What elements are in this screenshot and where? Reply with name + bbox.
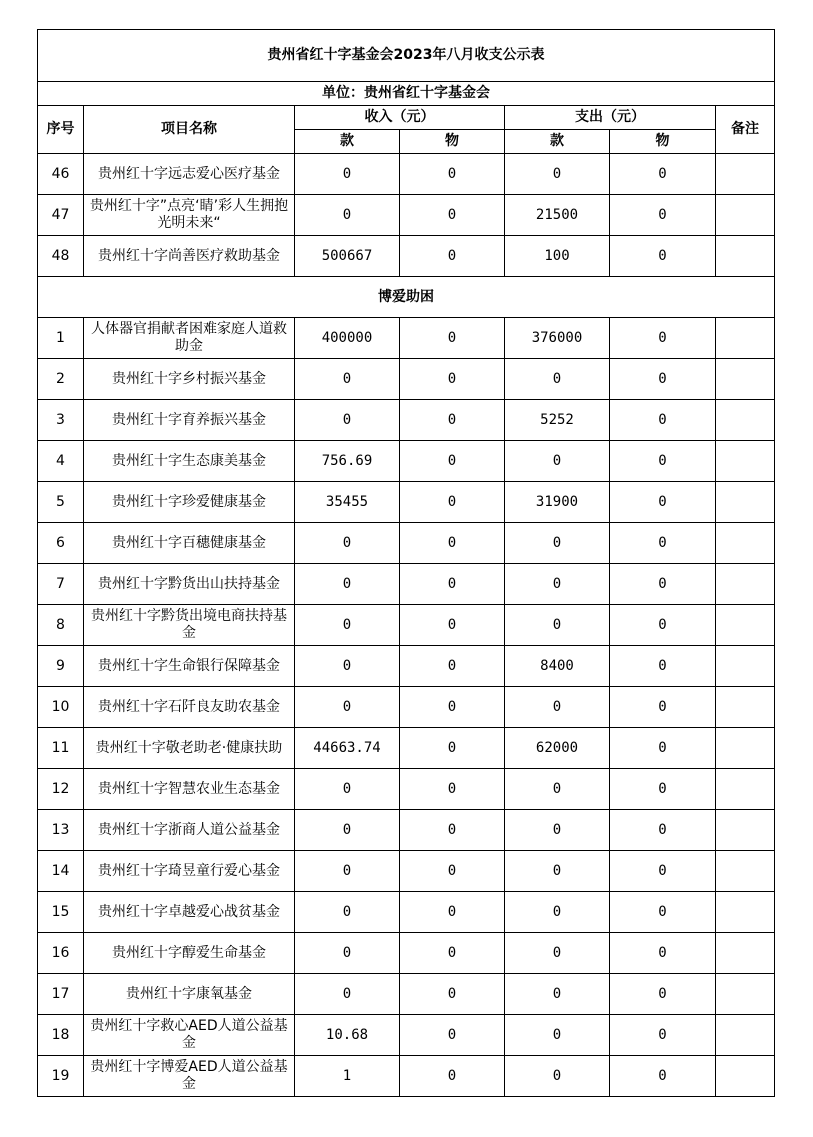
row-income-cash: 0	[295, 523, 400, 564]
row-note	[716, 892, 775, 933]
row-name: 贵州红十字浙商人道公益基金	[84, 810, 295, 851]
header-note: 备注	[716, 106, 775, 154]
table-row	[38, 400, 775, 441]
row-expense-goods: 0	[610, 810, 716, 851]
row-income-goods: 0	[400, 154, 505, 195]
table-row	[38, 441, 775, 482]
row-seq: 17	[38, 974, 84, 1015]
row-seq: 10	[38, 687, 84, 728]
row-income-goods: 0	[400, 646, 505, 687]
row-expense-goods: 0	[610, 892, 716, 933]
row-name: 贵州红十字生命银行保障基金	[84, 646, 295, 687]
row-expense-cash: 0	[505, 1056, 610, 1097]
table-row	[38, 523, 775, 564]
row-note	[716, 441, 775, 482]
row-expense-goods: 0	[610, 564, 716, 605]
row-note	[716, 769, 775, 810]
row-expense-cash: 376000	[505, 318, 610, 359]
row-expense-cash: 0	[505, 769, 610, 810]
row-note	[716, 154, 775, 195]
row-note	[716, 359, 775, 400]
row-name: 贵州红十字远志爱心医疗基金	[84, 154, 295, 195]
row-income-goods: 0	[400, 1056, 505, 1097]
row-seq: 13	[38, 810, 84, 851]
table-row	[38, 646, 775, 687]
row-seq: 14	[38, 851, 84, 892]
header-income: 收入（元）	[295, 106, 505, 130]
row-seq: 15	[38, 892, 84, 933]
header-seq: 序号	[38, 106, 84, 154]
header-income-goods: 物	[400, 130, 505, 154]
row-income-cash: 0	[295, 851, 400, 892]
row-expense-goods: 0	[610, 646, 716, 687]
row-name: 贵州红十字生态康美基金	[84, 441, 295, 482]
row-income-goods: 0	[400, 810, 505, 851]
row-note	[716, 195, 775, 236]
row-expense-cash: 0	[505, 1015, 610, 1056]
table-row	[38, 564, 775, 605]
row-income-cash: 0	[295, 769, 400, 810]
header-expense-cash: 款	[505, 130, 610, 154]
header-income-cash: 款	[295, 130, 400, 154]
row-note	[716, 1056, 775, 1097]
row-expense-cash: 8400	[505, 646, 610, 687]
row-note	[716, 810, 775, 851]
table-row	[38, 482, 775, 523]
row-expense-cash: 0	[505, 851, 610, 892]
row-expense-goods: 0	[610, 1056, 716, 1097]
row-expense-goods: 0	[610, 933, 716, 974]
table-row	[38, 359, 775, 400]
row-name: 贵州红十字醇爱生命基金	[84, 933, 295, 974]
row-income-cash: 0	[295, 400, 400, 441]
row-income-goods: 0	[400, 564, 505, 605]
row-expense-cash: 0	[505, 892, 610, 933]
table-row	[38, 195, 775, 236]
row-expense-goods: 0	[610, 400, 716, 441]
row-income-cash: 0	[295, 359, 400, 400]
row-income-goods: 0	[400, 482, 505, 523]
row-note	[716, 605, 775, 646]
row-income-goods: 0	[400, 769, 505, 810]
table-row	[38, 318, 775, 359]
row-expense-goods: 0	[610, 523, 716, 564]
row-seq: 46	[38, 154, 84, 195]
row-expense-cash: 31900	[505, 482, 610, 523]
row-seq: 5	[38, 482, 84, 523]
row-name: 贵州红十字救心AED人道公益基金	[84, 1015, 295, 1056]
header-expense-goods: 物	[610, 130, 716, 154]
row-name: 贵州红十字黔货出境电商扶持基金	[84, 605, 295, 646]
row-name: 贵州红十字百穗健康基金	[84, 523, 295, 564]
row-expense-goods: 0	[610, 482, 716, 523]
row-expense-cash: 62000	[505, 728, 610, 769]
table-row	[38, 769, 775, 810]
row-income-goods: 0	[400, 318, 505, 359]
row-expense-goods: 0	[610, 236, 716, 277]
row-note	[716, 318, 775, 359]
row-income-goods: 0	[400, 728, 505, 769]
row-income-goods: 0	[400, 359, 505, 400]
row-name: 贵州红十字敬老助老·健康扶助	[84, 728, 295, 769]
row-expense-cash: 0	[505, 154, 610, 195]
table-row	[38, 154, 775, 195]
row-note	[716, 482, 775, 523]
row-expense-cash: 21500	[505, 195, 610, 236]
row-note	[716, 851, 775, 892]
row-income-cash: 0	[295, 974, 400, 1015]
row-seq: 12	[38, 769, 84, 810]
row-expense-goods: 0	[610, 769, 716, 810]
row-expense-goods: 0	[610, 851, 716, 892]
unit-label: 单位：贵州省红十字基金会	[38, 82, 775, 106]
row-expense-cash: 0	[505, 933, 610, 974]
row-name: 贵州红十字”点亮‘睛’彩人生拥抱光明未来“	[84, 195, 295, 236]
row-seq: 18	[38, 1015, 84, 1056]
row-seq: 2	[38, 359, 84, 400]
row-note	[716, 687, 775, 728]
row-expense-goods: 0	[610, 441, 716, 482]
row-note	[716, 523, 775, 564]
table-row	[38, 1015, 775, 1056]
row-name: 贵州红十字康氧基金	[84, 974, 295, 1015]
row-expense-cash: 0	[505, 687, 610, 728]
row-name: 贵州红十字石阡良友助农基金	[84, 687, 295, 728]
row-income-cash: 500667	[295, 236, 400, 277]
row-expense-goods: 0	[610, 728, 716, 769]
table-row	[38, 933, 775, 974]
table-row	[38, 728, 775, 769]
row-income-goods: 0	[400, 400, 505, 441]
row-income-goods: 0	[400, 236, 505, 277]
row-note	[716, 974, 775, 1015]
row-name: 贵州红十字乡村振兴基金	[84, 359, 295, 400]
row-seq: 6	[38, 523, 84, 564]
row-expense-cash: 0	[505, 605, 610, 646]
row-expense-goods: 0	[610, 195, 716, 236]
table-title: 贵州省红十字基金会2023年八月收支公示表	[38, 30, 775, 82]
table-row	[38, 810, 775, 851]
row-income-cash: 756.69	[295, 441, 400, 482]
row-income-goods: 0	[400, 892, 505, 933]
row-seq: 11	[38, 728, 84, 769]
row-expense-cash: 0	[505, 359, 610, 400]
row-seq: 1	[38, 318, 84, 359]
row-expense-cash: 0	[505, 810, 610, 851]
row-expense-goods: 0	[610, 605, 716, 646]
row-expense-goods: 0	[610, 318, 716, 359]
row-name: 贵州红十字博爱AED人道公益基金	[84, 1056, 295, 1097]
table-row	[38, 974, 775, 1015]
row-income-goods: 0	[400, 687, 505, 728]
row-note	[716, 1015, 775, 1056]
row-name: 贵州红十字黔货出山扶持基金	[84, 564, 295, 605]
table-row	[38, 236, 775, 277]
row-income-cash: 0	[295, 605, 400, 646]
row-name: 贵州红十字智慧农业生态基金	[84, 769, 295, 810]
row-seq: 47	[38, 195, 84, 236]
row-note	[716, 564, 775, 605]
row-seq: 8	[38, 605, 84, 646]
row-income-cash: 10.68	[295, 1015, 400, 1056]
row-expense-goods: 0	[610, 359, 716, 400]
row-name: 贵州红十字育养振兴基金	[84, 400, 295, 441]
row-income-goods: 0	[400, 974, 505, 1015]
row-name: 贵州红十字卓越爱心战贫基金	[84, 892, 295, 933]
row-note	[716, 400, 775, 441]
row-expense-goods: 0	[610, 154, 716, 195]
row-seq: 7	[38, 564, 84, 605]
row-income-goods: 0	[400, 523, 505, 564]
table-row	[38, 687, 775, 728]
table-row	[38, 851, 775, 892]
row-income-cash: 0	[295, 154, 400, 195]
table-row	[38, 605, 775, 646]
row-income-goods: 0	[400, 441, 505, 482]
row-expense-cash: 0	[505, 523, 610, 564]
row-seq: 9	[38, 646, 84, 687]
row-income-goods: 0	[400, 195, 505, 236]
row-income-cash: 0	[295, 892, 400, 933]
row-income-cash: 400000	[295, 318, 400, 359]
row-expense-cash: 5252	[505, 400, 610, 441]
row-income-goods: 0	[400, 851, 505, 892]
row-income-cash: 1	[295, 1056, 400, 1097]
finance-table	[37, 29, 775, 1097]
row-income-goods: 0	[400, 1015, 505, 1056]
row-note	[716, 933, 775, 974]
table-row	[38, 1056, 775, 1097]
row-income-cash: 0	[295, 810, 400, 851]
row-expense-cash: 0	[505, 564, 610, 605]
row-note	[716, 236, 775, 277]
row-income-cash: 0	[295, 687, 400, 728]
row-expense-cash: 0	[505, 974, 610, 1015]
row-income-cash: 0	[295, 564, 400, 605]
row-expense-goods: 0	[610, 1015, 716, 1056]
row-expense-cash: 0	[505, 441, 610, 482]
row-expense-goods: 0	[610, 687, 716, 728]
row-name: 贵州红十字琦昱童行爱心基金	[84, 851, 295, 892]
row-name: 人体器官捐献者困难家庭人道救助金	[84, 318, 295, 359]
row-income-cash: 35455	[295, 482, 400, 523]
row-income-cash: 0	[295, 933, 400, 974]
row-seq: 3	[38, 400, 84, 441]
row-note	[716, 646, 775, 687]
header-expense: 支出（元）	[505, 106, 716, 130]
table-row	[38, 892, 775, 933]
row-income-goods: 0	[400, 933, 505, 974]
row-note	[716, 728, 775, 769]
row-seq: 16	[38, 933, 84, 974]
header-name: 项目名称	[84, 106, 295, 154]
row-income-goods: 0	[400, 605, 505, 646]
row-expense-goods: 0	[610, 974, 716, 1015]
row-name: 贵州红十字珍爱健康基金	[84, 482, 295, 523]
row-income-cash: 0	[295, 646, 400, 687]
row-seq: 48	[38, 236, 84, 277]
row-name: 贵州红十字尚善医疗救助基金	[84, 236, 295, 277]
row-seq: 19	[38, 1056, 84, 1097]
row-income-cash: 0	[295, 195, 400, 236]
row-expense-cash: 100	[505, 236, 610, 277]
section-title: 博爱助困	[38, 277, 775, 318]
row-seq: 4	[38, 441, 84, 482]
row-income-cash: 44663.74	[295, 728, 400, 769]
